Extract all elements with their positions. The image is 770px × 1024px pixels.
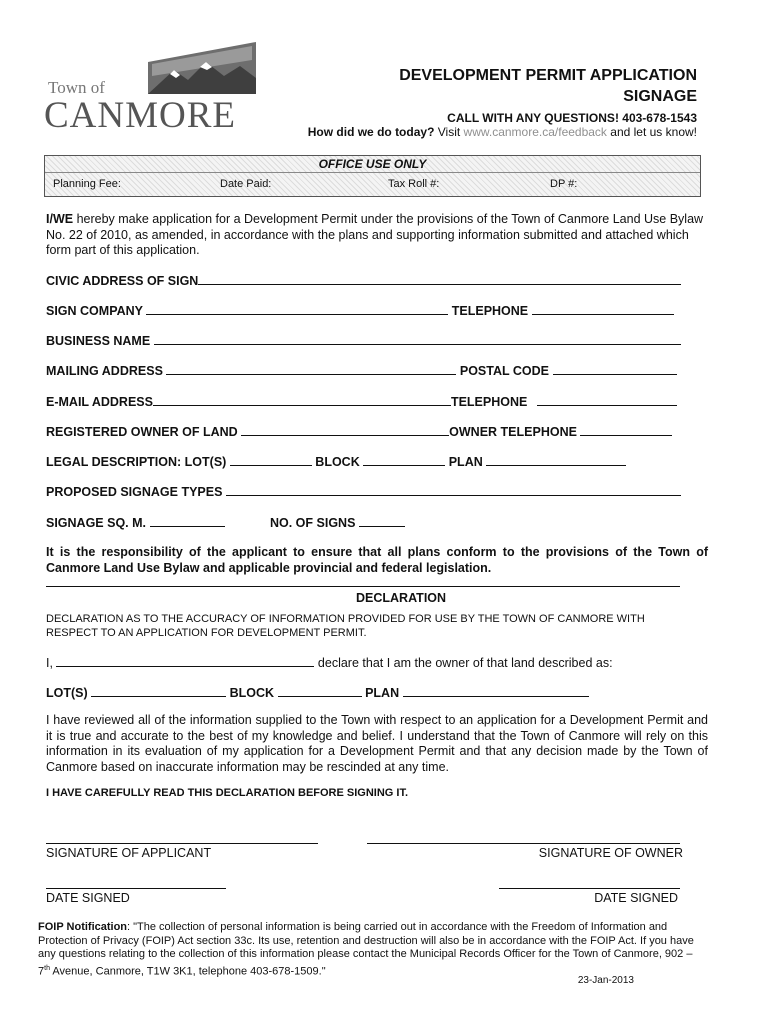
legal-block-input[interactable] [363, 453, 445, 466]
owner-label: REGISTERED OWNER OF LAND [46, 425, 238, 439]
date-paid-field[interactable]: Date Paid: [220, 178, 272, 190]
form-date: 23-Jan-2013 [577, 975, 634, 986]
logo-small-text: Town of [48, 78, 105, 97]
form-subtitle: SIGNAGE [623, 88, 697, 105]
declare-row [46, 654, 613, 670]
form-title: DEVELOPMENT PERMIT APPLICATION [399, 67, 697, 84]
sign-company-label: SIGN COMPANY [46, 304, 143, 318]
telephone-label: TELEPHONE [451, 304, 529, 318]
foip-sup: th [44, 964, 50, 972]
reviewed-paragraph: I have reviewed all of the information supplied to the Town with respect to an application for a Development Permit and it is true and accurate to the best of my knowledge and belief. I understand that the Town of Canmore will rely on this information in its evaluation of my application for a Development Permit and that any decision made by the Town of Canmore based on inaccurate information may be rescinded at any time. [46, 713, 708, 774]
responsibility-text: It is the responsibility of the applicant to ensure that all plans conform to the provisions of the Town of Canmore Land Use Bylaw and applicable provincial and federal legislation. [46, 545, 708, 575]
postal-code-label: POSTAL CODE [459, 364, 550, 378]
decl-block-input[interactable] [278, 684, 362, 697]
office-use-fields [45, 173, 700, 196]
intro-text: hereby make application for a Development Permit under the provisions of the Town of Canmore Land Use Bylaw No. 22 of 2010, as amended, in accordance with the plans and supporting information submitted and attached which form part of this application. [46, 212, 704, 257]
divider [46, 586, 680, 587]
legal-row [46, 453, 626, 469]
owner-row [46, 423, 672, 439]
proposed-signage-label: PROPOSED SIGNAGE TYPES [46, 485, 223, 499]
email-row [46, 393, 677, 409]
feedback-line [308, 125, 697, 139]
signage-size-row [46, 514, 405, 530]
business-name-input[interactable] [154, 332, 681, 345]
email-label: E-MAIL ADDRESS [46, 395, 153, 409]
signage-sqm-input[interactable] [150, 514, 225, 527]
declare-text: declare that I am the owner of that land described as: [317, 656, 613, 670]
owner-signature-line[interactable] [367, 843, 680, 844]
date-signed-label-2: DATE SIGNED [594, 891, 678, 905]
feedback-question: How did we do today? [307, 125, 435, 139]
mailing-address-row [46, 362, 677, 378]
sign-company-input[interactable] [146, 302, 448, 315]
legal-plan-label: PLAN [448, 455, 483, 469]
call-line: CALL WITH ANY QUESTIONS! 403-678-1543 [447, 111, 697, 125]
civic-address-label: CIVIC ADDRESS OF SIGN [46, 274, 199, 288]
dp-number-field[interactable]: DP #: [550, 178, 578, 190]
signage-sqm-label: SIGNAGE SQ. M. [46, 516, 147, 530]
postal-code-input[interactable] [553, 362, 677, 375]
proposed-signage-row [46, 483, 681, 499]
num-signs-label: NO. OF SIGNS [269, 516, 356, 530]
feedback-link[interactable]: www.canmore.ca/feedback [463, 125, 607, 139]
declare-i-label: I, [46, 656, 53, 670]
telephone2-input[interactable] [537, 393, 677, 406]
decl-lot-input[interactable] [91, 684, 226, 697]
feedback-end: and let us know! [606, 125, 697, 139]
declarant-name-input[interactable] [56, 654, 314, 667]
legal-block-label: BLOCK [315, 455, 360, 469]
decl-plan-input[interactable] [403, 684, 589, 697]
owner-signature-label: SIGNATURE OF OWNER [538, 846, 683, 860]
sign-company-row [46, 302, 674, 318]
logo [44, 40, 264, 135]
declaration-lot-row [46, 684, 589, 700]
date-signed-line-1[interactable] [46, 888, 226, 889]
telephone-input[interactable] [532, 302, 674, 315]
num-signs-input[interactable] [359, 514, 405, 527]
logo-big-text: CANMORE [44, 95, 237, 136]
office-use-box [44, 155, 701, 197]
intro-paragraph [46, 212, 708, 259]
date-signed-label-1: DATE SIGNED [46, 891, 130, 905]
declaration-subtitle: DECLARATION AS TO THE ACCURACY OF INFORMATION PROVIDED FOR USE BY THE TOWN OF CANMORE WITH RESPECT TO AN APPLICATION FOR DEVELOPMENT PERMIT. [46, 613, 645, 639]
feedback-visit: Visit [434, 125, 464, 139]
foip-text: : "The collection of personal information is being carried out in accordance with the Freedom of Information and Protection of Privacy (FOIP) Act section 33c. Its use, retention and destruction will also be in accordance with the FOIP Act. If you have any questions relating to the collection of this information please contact the Municipal Records Officer for the Town of Canmore, 902 – 7 [38, 921, 694, 978]
office-use-title: OFFICE USE ONLY [45, 156, 700, 173]
mountain-logo-icon [144, 40, 260, 96]
business-name-label: BUSINESS NAME [46, 334, 151, 348]
legal-label: LEGAL DESCRIPTION: LOT(S) [46, 455, 227, 469]
tax-roll-field[interactable]: Tax Roll #: [388, 178, 440, 190]
declaration-title: DECLARATION [356, 591, 447, 605]
email-input[interactable] [153, 393, 451, 406]
foip-label: FOIP Notification [38, 921, 128, 933]
foip-text2: Avenue, Canmore, T1W 3K1, telephone 403-678-1509." [49, 965, 326, 978]
owner-input[interactable] [241, 423, 449, 436]
legal-plan-input[interactable] [486, 453, 626, 466]
careful-read-text: I HAVE CAREFULLY READ THIS DECLARATION BEFORE SIGNING IT. [46, 787, 409, 799]
mailing-address-label: MAILING ADDRESS [46, 364, 163, 378]
decl-block-label: BLOCK [229, 686, 275, 700]
owner-telephone-input[interactable] [580, 423, 672, 436]
decl-plan-label: PLAN [365, 686, 400, 700]
intro-iwe: I/WE [46, 212, 74, 226]
decl-lot-label: LOT(S) [46, 686, 88, 700]
business-name-row [46, 332, 681, 348]
telephone2-label: TELEPHONE [450, 395, 528, 409]
planning-fee-field[interactable]: Planning Fee: [53, 178, 121, 190]
date-signed-line-2[interactable] [499, 888, 680, 889]
owner-telephone-label: OWNER TELEPHONE [449, 425, 577, 439]
applicant-signature-label: SIGNATURE OF APPLICANT [46, 846, 212, 860]
legal-lot-input[interactable] [230, 453, 312, 466]
civic-address-row [46, 272, 681, 288]
civic-address-input[interactable] [198, 272, 681, 285]
mailing-address-input[interactable] [166, 362, 456, 375]
applicant-signature-line[interactable] [46, 843, 318, 844]
proposed-signage-input[interactable] [226, 483, 681, 496]
foip-notification [38, 921, 702, 979]
